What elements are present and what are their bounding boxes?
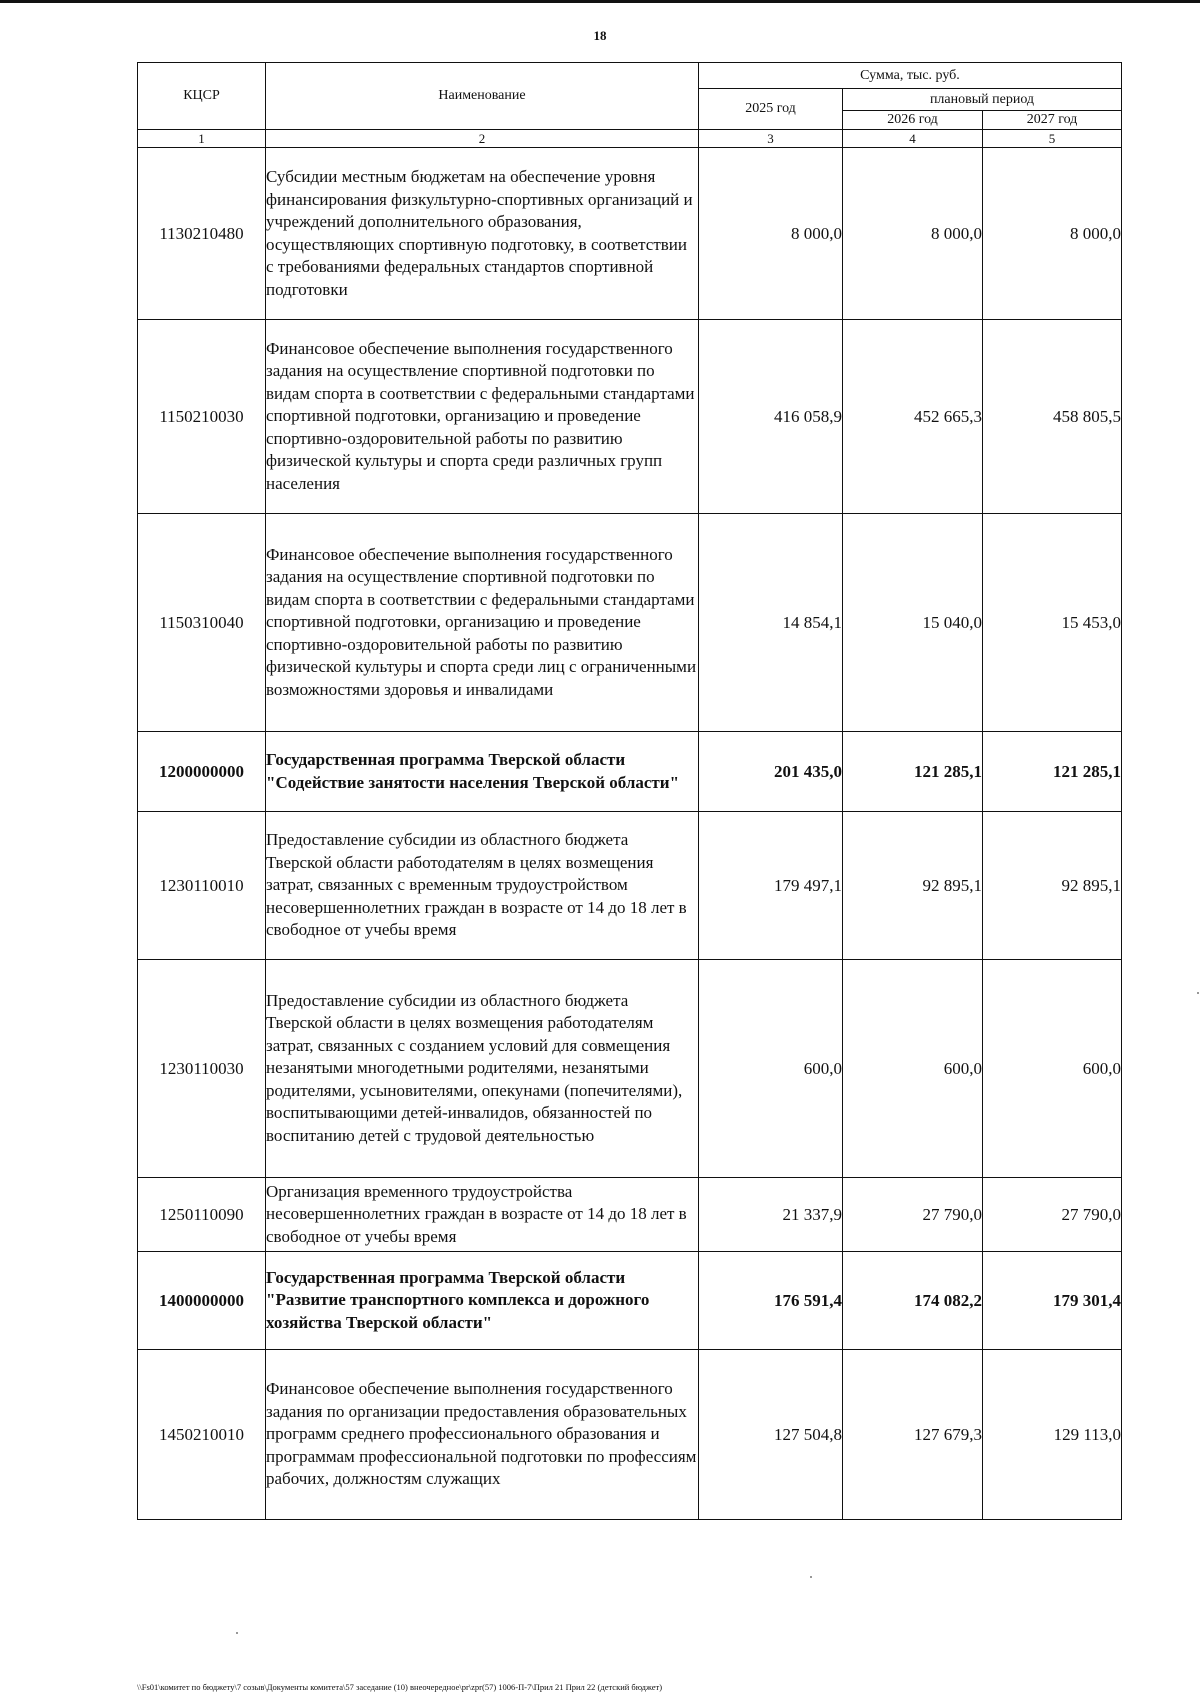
header-plan-period: плановый период xyxy=(843,89,1122,111)
row-amount-2027: 600,0 xyxy=(983,960,1122,1178)
header-2025: 2025 год xyxy=(699,89,843,130)
row-amount-2027: 8 000,0 xyxy=(983,148,1122,320)
table-row xyxy=(138,960,1122,1178)
row-amount-2025: 21 337,9 xyxy=(699,1178,843,1252)
scan-speck xyxy=(236,1632,238,1634)
table-row xyxy=(138,514,1122,732)
column-numbers-row xyxy=(138,130,1122,148)
column-number: 1 xyxy=(138,130,266,148)
row-name: Финансовое обеспечение выполнения государственного задания по организации предоставления образовательных программ среднего профессионального образования и программам профессиональной подготовки по профессиям рабочих, должностям служащих xyxy=(266,1350,699,1520)
row-amount-2025: 179 497,1 xyxy=(699,812,843,960)
row-amount-2025: 8 000,0 xyxy=(699,148,843,320)
table-row xyxy=(138,1350,1122,1520)
file-path-footer: \\Fs01\комитет по бюджету\7 созыв\Документы комитета\57 заседание (10) внеочередное\pr\zpr(57) 1006-П-7\Прил 21 Прил 22 (детский бюджет) xyxy=(137,1682,663,1692)
row-amount-2025: 600,0 xyxy=(699,960,843,1178)
scan-top-border xyxy=(0,0,1200,3)
row-name: Предоставление субсидии из областного бюджета Тверской области в целях возмещения работодателям затрат, связанных с созданием условий для совмещения незанятыми многодетными родителями, незанятыми родителями, усыновителями, опекунами (попечителями), воспитывающими детей-инвалидов, обязанностей по воспитанию детей с трудовой деятельностью xyxy=(266,960,699,1178)
row-code: 1230110010 xyxy=(138,812,266,960)
row-amount-2026: 15 040,0 xyxy=(843,514,983,732)
table-row xyxy=(138,148,1122,320)
table-row xyxy=(138,320,1122,514)
row-amount-2027: 121 285,1 xyxy=(983,732,1122,812)
row-amount-2027: 179 301,4 xyxy=(983,1252,1122,1350)
row-code: 1150210030 xyxy=(138,320,266,514)
row-name: Финансовое обеспечение выполнения государственного задания на осуществление спортивной подготовки по видам спорта в соответствии с федеральными стандартами спортивной подготовки, организацию и проведение спортивно-оздоровительной работы по развитию физической культуры и спорта среди лиц с ограниченными возможностями здоровья и инвалидами xyxy=(266,514,699,732)
row-amount-2026: 174 082,2 xyxy=(843,1252,983,1350)
column-number: 2 xyxy=(266,130,699,148)
row-code: 1200000000 xyxy=(138,732,266,812)
row-amount-2027: 458 805,5 xyxy=(983,320,1122,514)
table-row-program xyxy=(138,732,1122,812)
table-row xyxy=(138,1178,1122,1252)
row-code: 1230110030 xyxy=(138,960,266,1178)
row-amount-2027: 15 453,0 xyxy=(983,514,1122,732)
row-amount-2026: 92 895,1 xyxy=(843,812,983,960)
row-name: Субсидии местным бюджетам на обеспечение уровня финансирования физкультурно-спортивных организаций и учреждений дополнительного образования, осуществляющих спортивную подготовку, в соответствии с требованиями федеральных стандартов спортивной подготовки xyxy=(266,148,699,320)
row-amount-2027: 27 790,0 xyxy=(983,1178,1122,1252)
row-amount-2025: 416 058,9 xyxy=(699,320,843,514)
row-amount-2025: 127 504,8 xyxy=(699,1350,843,1520)
table-row-program xyxy=(138,1252,1122,1350)
table-row xyxy=(138,812,1122,960)
column-number: 3 xyxy=(699,130,843,148)
header-2026: 2026 год xyxy=(843,111,983,130)
row-name: Государственная программа Тверской области "Развитие транспортного комплекса и дорожного хозяйства Тверской области" xyxy=(266,1252,699,1350)
row-amount-2026: 121 285,1 xyxy=(843,732,983,812)
row-amount-2026: 27 790,0 xyxy=(843,1178,983,1252)
scan-speck xyxy=(810,1576,812,1578)
row-name: Финансовое обеспечение выполнения государственного задания на осуществление спортивной подготовки по видам спорта в соответствии с федеральными стандартами спортивной подготовки, организацию и проведение спортивно-оздоровительной работы по развитию физической культуры и спорта среди различных групп населения xyxy=(266,320,699,514)
row-amount-2027: 129 113,0 xyxy=(983,1350,1122,1520)
row-code: 1150310040 xyxy=(138,514,266,732)
header-2027: 2027 год xyxy=(983,111,1122,130)
row-amount-2026: 127 679,3 xyxy=(843,1350,983,1520)
row-amount-2026: 452 665,3 xyxy=(843,320,983,514)
row-amount-2025: 201 435,0 xyxy=(699,732,843,812)
scan-speck xyxy=(1197,992,1199,994)
page-number: 18 xyxy=(593,28,607,43)
row-amount-2025: 14 854,1 xyxy=(699,514,843,732)
row-code: 1400000000 xyxy=(138,1252,266,1350)
header-sum: Сумма, тыс. руб. xyxy=(699,63,1122,89)
row-amount-2025: 176 591,4 xyxy=(699,1252,843,1350)
row-code: 1250110090 xyxy=(138,1178,266,1252)
row-amount-2026: 600,0 xyxy=(843,960,983,1178)
row-code: 1450210010 xyxy=(138,1350,266,1520)
row-amount-2026: 8 000,0 xyxy=(843,148,983,320)
header-kcsr: КЦСР xyxy=(138,63,266,130)
budget-table xyxy=(137,62,1122,1520)
row-amount-2027: 92 895,1 xyxy=(983,812,1122,960)
header-name: Наименование xyxy=(266,63,699,130)
column-number: 4 xyxy=(843,130,983,148)
row-name: Предоставление субсидии из областного бюджета Тверской области работодателям в целях возмещения затрат, связанных с временным трудоустройством несовершеннолетних граждан в возрасте от 14 до 18 лет в свободное от учебы время xyxy=(266,812,699,960)
row-code: 1130210480 xyxy=(138,148,266,320)
column-number: 5 xyxy=(983,130,1122,148)
row-name: Государственная программа Тверской области "Содействие занятости населения Тверской области" xyxy=(266,732,699,812)
row-name: Организация временного трудоустройства несовершеннолетних граждан в возрасте от 14 до 18 лет в свободное от учебы время xyxy=(266,1178,699,1252)
